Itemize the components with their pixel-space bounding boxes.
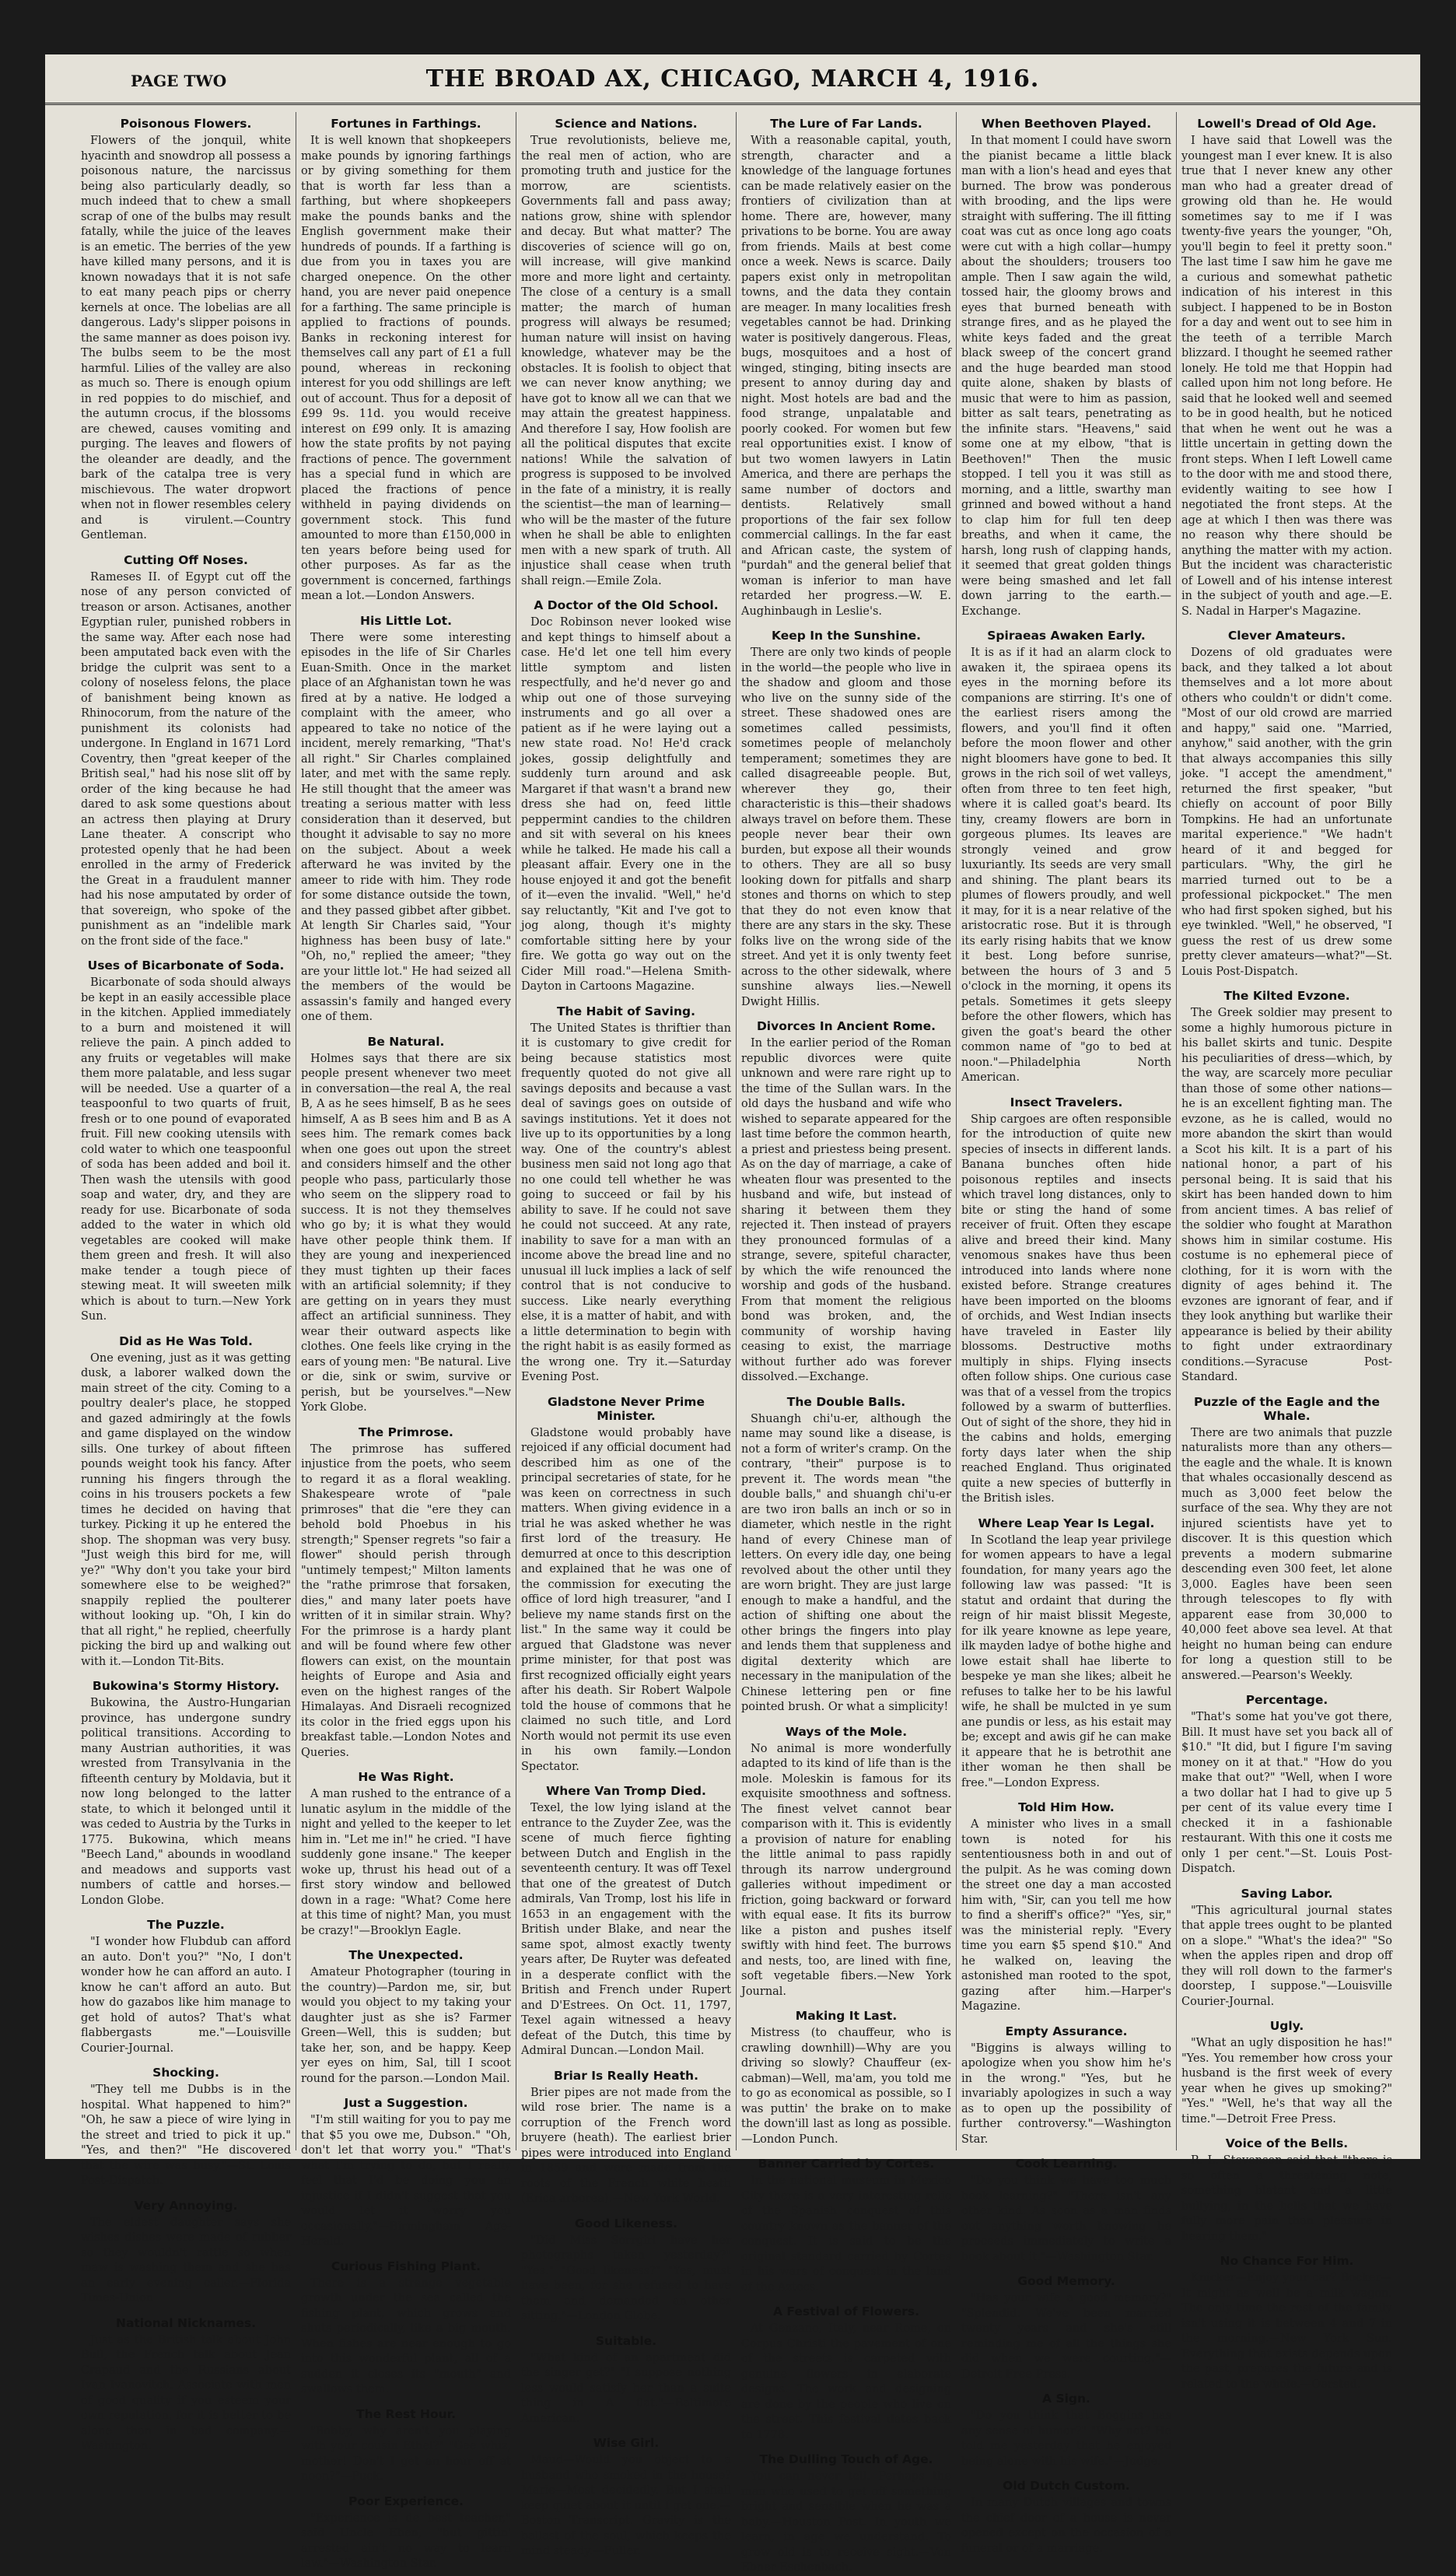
article-body: Shuangh chi'u-er, although the name may sound like a disease, is not a form of writer's cramp. On the contrary, "their" purpose is to prevent it. The words mean "the double balls," and shuangh chi'u-er are two iron balls an inch or so in diameter, which nestle in the right hand of every Chinese man of letters. On every idle day, one being revolved about the other until they are worn bright. They are just large enough to make a handful, and the action of shifting one about the other brings the fingers into play and lends them that suppleness and digital dexterity which are necessary in the manipulation of the Chinese lettering pen or fine pointed brush. Or what a simplicity! [741,1412,951,1713]
column-6 [1177,112,1397,2391]
article [1181,117,1392,619]
column-3 [516,112,737,2557]
article-body: A minister who lives in a small town is noted for his sententiousness both in and out of the pulpit. As he was coming down the street one day a man accosted him with, "Sir, can you tell me how to find a sheriff's office?" "Yes, sir," was the ministerial reply. "Every time you earn $5 spend $10." And he walked on, leaving the astonished man rooted to the spot, gazing after him.—Harper's Magazine. [961,1818,1171,2013]
article-body: At Genzano, Italy, near Rome, on Corpus Christi the pavement of one of the streets is carpeted with genuine flowers in elaborate designs. The work and designing are done by the people who live on the street. This festival dates back to 1778. [741,2322,951,2441]
article [301,2494,511,2572]
article [961,629,1171,1086]
article-headline: Curious Fishing Plant. [331,2259,481,2273]
article-body: Gladstone would probably have rejoiced if any official document had described him as one of the principal secretaries of state, for he was keen on correctness in such matters. When giving evidence in a trial he was asked whether he was first lord of the treasury. He demurred at once to this description and explained that he was one of the commission for executing the office of lord high treasurer, "and I believe my name stands first on the list." In the same way it could be argued that Gladstone was never prime minister, for that post was first recognized officially eight years after his death. Sir Robert Walpole told the house of commons that he claimed no such title, and Lord North would not permit its use even in his own family.—London Spectator. [521,1426,731,1773]
article [961,2392,1171,2469]
article-body: Bukowina, the Austro-Hungarian province, has undergone sundry political transitions. According to many Austrian authorities, it was wrested from Transylvania in the fifteenth century by Moldavia, but it now long belonged to the latter state, to which it belonged until it was ceded to Austria by the Turks in 1775. Bukowina, which means "Beech Land," abounds in woodland and meadows and supports vast numbers of cattle and horses.—London Globe. [81,1697,291,1907]
article-body: It is well known that shopkeepers make pounds by ignoring farthings or by giving something for them that is worth far less than a farthing, but where shopkeepers make the pounds banks and the English government make their hundreds of pounds. If a farthing is due from you in taxes you are charged onepence. On the other hand, you are never paid onepence for a farthing. The same principle is applied to fractions of pounds. Banks in reckoning interest for themselves call any part of £1 a full pound, whereas in reckoning interest for you odd shillings are left out of account. Thus for a deposit of £99 9s. 11d. you would receive interest on £99 only. It is amazing how the state profits by not paying fractions of pence. The government has a special fund in which are placed the fractions of pence withheld in paying dividends on government stock. This fund amounted to more than £150,000 in ten years before being used for other purposes. As far as the government is concerned, farthings mean a lot.—London Answers. [301,135,511,602]
article [1181,1395,1392,1684]
article-headline: Where Leap Year Is Legal. [978,1516,1155,1530]
article-body: With a reasonable capital, youth, strength, character and a knowledge of the language fortunes can be made relatively easier on the frontiers of civilization than at home. There are, however, many privations to be borne. You are away from friends. Mails at best come once a week. News is scarce. Daily papers exist only in metropolitan towns, and the data they contain are meager. In many localities fresh vegetables cannot be had. Drinking water is positively dangerous. Fleas, bugs, mosquitoes and a host of winged, stinging, biting insects are present to annoy during day and night. Most hotels are bad and the food strange, unpalatable and poorly cooked. For women but few real opportunities exist. I know of but two women lawyers in Latin America, and there are perhaps the same number of doctors and dentists. Relatively small proportions of the fair sex follow commercial callings. In the far east and African caste, the system of "purdah" and the general belief that woman is inferior to man have retarded her progress.—W. E. Aughinbaugh in Leslie's. [741,135,951,618]
article-headline: Poor Experience. [348,2494,464,2508]
article-headline: The Dulling Touch of Age. [759,2452,933,2466]
article-headline: Banner Carried by Cortes. [758,2157,935,2171]
article [81,1918,291,2056]
article-headline: Lowell's Dread of Old Age. [1197,117,1377,131]
article [1181,2019,1392,2127]
article-body: "This agricultural journal states that apple trees ought to be planted on a slope." "What's the idea?" "So when the apples ripen and drop off they will roll down to the farmer's doorstep, I suppose."—Louisville Courier-Journal. [1181,1904,1392,2008]
article-body: "Has your wife a good memory?" "Splendid. We've been married twenty years and she's still reminding me of all the things she did when we were courting."—Detroit Free Press. [961,2292,1171,2381]
article [961,2157,1171,2265]
article-body: The eldest daughter says she wishes dishes were made of rubber so they wouldn't rattle so when maw is washing them and she has an early evening caller.—Florida Times-Union [81,2216,291,2304]
article-body: You can never tell. Perhaps the man who used to get off something bright and sensible when he was a baby.—Houston Post. In youth we learn, in age we understand. To grow old is to receive sight.—Von Ebner Eschenbach. [741,2470,951,2574]
article-headline: The Rest Hour. [356,2406,456,2421]
article-body: Brier pipes are not made from the wild rose brier. The name is a corruption of the French word bruyere (heath). The earliest brier pipes were introduced into England in 1859 and were made from the roots of the French white heath (Erica arborea).—New York World. [521,2086,731,2205]
article-body: In the earlier period of the Roman republic divorces were quite unknown and were rare right up to the time of the Sullan wars. In the old days the husband and wife who wished to separate appeared for the last time before the common hearth, a priest and priestess being present. As on the day of marriage, a cake of wheaten flour was presented to the husband and wife, but instead of sharing it between them they rejected it. Then instead of prayers they pronounced formulas of a strange, severe, spiteful character, by which the wife renounced the worship and gods of the husband. From that moment the religious bond was broken, and, the community of worship having ceasing to exist, the marriage without further ado was forever dissolved.—Exchange. [741,1037,951,1383]
article-body: "Biggins is always willing to apologize when you show him he's in the wrong." "Yes, but he invariably apologizes in such a way as to open up the possibility of further controversy."—Washington Star. [961,2042,1171,2146]
article-body: In many Dutch villages and towns the chief door of a house is never opened except on the occasion of a funeral or of a marriage. [961,2497,1171,2555]
article-body: "Bobby, why aren't you playing with your cousin Ethel?" "Gee whiz, mother! Don't I get an hour off at noon?"—Puck. [301,2424,511,2483]
article-body: "That's some hat you've got there, Bill. It must have set you back all of $10." "It did, but I figure I'm saving money on it at that." "How do you make that out?" "Well, when I wore a two dollar hat I had to give up 5 per cent of its value every time I checked it in a fashionable restaurant. With this one it costs me only 1 per cent."—St. Louis Post-Dispatch. [1181,1711,1392,1875]
article [521,2334,731,2427]
article-headline: Percentage. [1245,1693,1328,1707]
article-body: There are two animals that puzzle naturalists more than any others—the eagle and the whale. It is known that whales occasionally descend as much as 3,000 feet below the surface of the sea. Why they are not injured scientists have yet to discover. It is this question which prevents a modern submarine descending even 300 feet, let alone 3,000. Eagles have been seen through telescopes to fly with apparent ease from 30,000 to 40,000 feet above sea level. At that height no human being can endure for long a question still to be answered.—Pearson's Weekly. [1181,1426,1392,1682]
article-body: In the national museum in Mexico City there is a very interesting relic of the Spanish conquest of this country known as the banner of the conquest. It is said to be the original standard carried by Cortes in his wars of conquest in the land of the Aztecs. [741,2175,951,2294]
article [521,2069,731,2207]
column-4 [737,112,957,2574]
article-body: No animal is more wonderfully adapted to its kind of life than is the mole. Moleskin is famous for its exquisite smoothness and softness. The finest velvet cannot bear comparison with it. This is evidently a provision of nature for enabling the little animal to pass rapidly through its narrow underground galleries without impediment or friction, going backward or forward with equal ease. It fits its burrow like a piston and pushes itself swiftly with hind feet. The burrows and nests, too, are lined with fine, soft vegetable fibers.—New York Journal. [741,1742,951,1998]
article-body: In Scotland the leap year privilege for women appears to have a legal foundation, for many years ago the following law was passed: "It is statut and ordaint that during the reign of hir maist blissit Megeste, for ilk yeare knowne as lepe yeare, ilk mayden ladye of bothe highe and lowe estait shall hae liberte to bespeke ye man she likes; albeit he refuses to talke her to be his lawful wife, he shall be mulcted in ye sum ane pundis or less, as his estait may be; except and awis gif he can make it appeare that he is betrothit ane ither woman he then shall be free."—London Express. [961,1533,1171,1789]
article [961,1095,1171,1507]
masthead [45,54,1420,105]
article-headline: Making It Last. [795,2009,898,2023]
article [81,2316,291,2455]
article-body: Maud—Would you object to a husband who smoked in the house? Marie—Most decidedly. But I shall keep quiet about it until I get one.—Boston Transcript. Gravity is the ballast of the soul, which keeps the mind steady.—Fuller. [521,2454,731,2557]
article-headline: Told Him How. [1018,1800,1115,1814]
article-headline: The Habit of Saving. [556,1004,695,1018]
article-headline: Divorces In Ancient Rome. [756,1019,936,1033]
article-body: Bicarbonate of soda should always be kept in an easily accessible place in the kitchen. Applied immediately to a burn and moistened it will relieve the pain. A pinch added to any fruits or vegetables will make them more palatable, and less sugar will be needed. Use a quarter of a teaspoonful to two quarts of fruit, fresh or to one pound of evaporated fruit. Fill new cooking utensils with cold water to which one teaspoonful of soda has been added and boil it. Then wash the utensils with good soap and water, dry, and they are ready for use. Bicarbonate of soda added to the water in which old vegetables are cooked will make them green and fresh. It will also make tender a tough piece of stewing meat. It will sweeten milk which is about to turn.—New York Sun. [81,976,291,1323]
article-body: Texel, the low lying island at the entrance to the Zuyder Zee, was the scene of much fierce fighting between Dutch and English in the seventeenth century. It was off Texel that one of the greatest of Dutch admirals, Van Tromp, lost his life in 1653 in an engagement with the British under Blake, and near the same spot, almost exactly twenty years after, De Ruyter was defeated in a desperate conflict with the British and French under Rupert and D'Estrees. On Oct. 11, 1797, Texel again witnessed a heavy defeat of the Dutch, this time by Admiral Duncan.—London Mail. [521,1802,731,2057]
article-columns [76,112,1398,2574]
page-label: PAGE TWO [131,72,227,90]
article-headline: Cook Learning. [1015,2157,1118,2171]
article [1181,629,1392,980]
article-headline: Science and Nations. [555,117,698,131]
article-headline: Clever Amateurs. [1227,629,1346,643]
article-headline: Did as He Was Told. [119,1334,253,1348]
article-headline: Good Likeness. [575,2216,677,2231]
article [521,2217,731,2325]
article-headline: A Festival of Flowers. [772,2304,919,2318]
article-body: Knicker—Enjoy your car? Bocker—It might as well be a milk wagon. The only time the rest of the family isn't using it is between 4 and 7 in the morning.—New York Sun. Everything that exists depends upon the past, prepares the future and is related to the whole.—Oersted. [1181,2272,1392,2391]
article-body: True revolutionists, believe me, the real men of action, who are promoting truth and justice for the morrow, are scientists. Governments fall and pass away; nations grow, shine with splendor and decay. But what matter? The discoveries of science will go on, will increase, will give mankind more and more light and certainty. The close of a century is a small matter; the march of human progress will always be resumed; human nature will insist on having knowledge, whatever may be the obstacles. It is foolish to object that we can never know anything; we have got to know all we can that we may attain the greatest happiness. And therefore I say, How foolish are all the political disputes that excite nations! While the salvation of progress is supposed to be involved in the fate of a ministry, it is really the scientist—the man of learning—who will be the master of the future when he shall be able to enlighten men with a new spark of truth. All injustice shall cease when truth shall reign.—Emile Zola. [521,135,731,587]
article [741,2157,951,2295]
article [1181,2254,1392,2392]
article-body: "Experience is de best teacher," said Uncle Eben, "but gittin' arrested ain't no way to learn law."—Washington Star. [301,2511,511,2570]
article [521,1395,731,1775]
article [1181,1693,1392,1877]
article [1181,989,1392,1386]
article-body: R. L. Stevenson said that "there is so often a threatening note, something blatant and a little bullying, in the bells that we have fully more pain than pleasure in hearing them." [1181,2154,1392,2243]
article [301,1425,511,1761]
article-body: A man rushed to the entrance of a lunatic asylum in the middle of the night and yelled to the keeper to let him in. "Let me in!" he cried. "I have suddenly gone insane." The keeper woke up, thrust his head out of a first story window and bellowed down in a rage: "What? Come here at this time of night? Man, you must be crazy!"—Brooklyn Eagle. [301,1788,511,1937]
article [961,2479,1171,2557]
article-body: "They tell me Dubbs is in the hospital. What happened to him?" "Oh, he saw a piece of wire lying in the street and tried to pick it up." "Yes, and then?" "He discovered that the wire was busy."—St. Louis Post-Dispatch. [81,2084,291,2187]
article-body: Rameses II. of Egypt cut off the nose of any person convicted of treason or arson. Actisanes, another Egyptian ruler, punished robbers in the same way. After each nose had been amputated back even with the bridge the culprit was sent to a colony of noseless felons, the place of banishment being known as Rhinocorum, from the nature of the punishment its colonists had undergone. In England in 1671 Lord Coventry, then "great keeper of the British seal," had his nose slit off by order of the king because he had dared to ask some questions about an actress then playing at Drury Lane theater. A conscript who protested openly that he had been enrolled in the army of Frederick the Great in a fraudulent manner had his nose amputated by order of that sovereign, who spoke of the punishment as an "indelible mark on the front side of the face." [81,570,291,948]
article-headline: Bukowina's Stormy History. [92,1679,280,1693]
column-2 [296,112,516,2570]
article [301,1035,511,1416]
article-headline: No Chance For Him. [1220,2254,1354,2268]
article [1181,1887,1392,2010]
article-headline: Puzzle of the Eagle and the Whale. [1193,1394,1381,1423]
article [81,959,291,1325]
article-headline: Suitable. [595,2333,657,2348]
article-body: "What an ugly disposition he has!" "Yes. You remember how cross your husband is the first week of every year when he gives up smoking?" "Yes." "Well, he's that way all the time."—Detroit Free Press. [1181,2037,1392,2126]
article-headline: Voice of the Bells. [1225,2136,1349,2150]
article [301,117,511,605]
article [961,117,1171,619]
article-headline: Ugly. [1269,2019,1304,2033]
article [741,1395,951,1716]
article-headline: He Was Right. [358,1770,454,1784]
article [81,117,291,544]
article-headline: Wise Girl. [593,2436,660,2450]
article-headline: The Puzzle. [147,1918,225,1932]
article [81,1334,291,1670]
article-body: Mistress (to chauffeur, who is crawling downhill)—Why are you driving so slowly? Chauffeur (ex-cabman)—Well, ma'am, you told me to go as economical as possible, so I was puttin' the brake on to make the down'ill last as long as possible.—London Punch. [741,2027,951,2146]
article-body: "Do you think that Boggins has any sense of humor?" "Why not? He told me yesterday that he enjoyed being alone with his wife."—Judge. [961,2410,1171,2468]
newspaper-title: THE BROAD AX, CHICAGO, MARCH 4, 1916. [425,65,1040,93]
article-headline: Be Natural. [367,1034,445,1049]
article-body: The primrose has suffered injustice from the poets, who seem to regard it as a floral weakling. Shakespeare wrote of "pale primroses" that die "ere they can behold bold Phoebus in his strength;" Spenser regrets "so fair a flower" should perish through "untimely tempest;" Milton laments the "rathe primrose that forsaken, dies," and many later poets have written of it in similar strain. Why? For the primrose is a hardy plant and will be found where few other flowers can exist, on the mountain heights of Europe and Asia and even on the highest ranges of the Himalayas. And Disraeli recognized its color in the fried eggs upon his breakfast table.—London Notes and Queries. [301,1442,511,1759]
article-body: "I'm still waiting for you to pay me that $5 you owe me, Dubson." "Oh, don't let that worry you." "That's what I'm trying to do, but I really feel that I'd be doing you an injustice if I didn't suggest that you would let it worry you occasionally."—Birmingham Age-Herald. [301,2114,511,2248]
article [961,1800,1171,2015]
article-headline: Uses of Bicarbonate of Soda. [87,959,285,973]
article-headline: Good Memory. [1017,2274,1115,2288]
article-headline: Just a Suggestion. [344,2096,468,2110]
article-headline: The Primrose. [359,1425,453,1439]
article [741,2009,951,2147]
article-body: "What kind of an apartment did the singer get?" "I suppose nothing less would satisfy her than a suite thing in A flat."—Baltimore American. [521,2351,731,2425]
article [301,1948,511,2087]
article-body: There is a strange vegetable growth under the sea called the fishing plant, which grows and shuts periodically, like a big mouth. When fishes are near enough to go into this wonderful plant, all of a sudden it closes its "mouth" and swallows them. [301,2276,511,2396]
article [521,117,731,589]
article-body: The Greek soldier may present to some a highly humorous picture in his ballet skirts and tunic. Despite his peculiarities of dress—which, by the way, are scarcely more peculiar than those of some other nations—he is an excellent fighting man. The evzone, as he is called, would no more abandon the skirt than would a Scot his kilt. It is a part of his national honor, a part of his personal being. It is said that his skirt has been handed down to him from ancient times. A bas relief of the soldier who fought at Marathon shows him in similar costume. His costume is no ephemeral piece of clothing, for it is worn with the dignity of ages behind it. The evzones are ignorant of fear, and if they look anything but warlike their appearance is belied by their ability to fight under extraordinary conditions.—Syracuse Post-Standard. [1181,1007,1392,1383]
article-headline: Very Annoying. [134,2198,238,2213]
article [741,629,951,1010]
article-body: Amateur Photographer (touring in the country)—Pardon me, sir, but would you object to my taking your daughter just as she is? Farmer Green—Well, this is sudden; but take her, son, and be happy. Keep yer eyes on him, Sal, till I scoot round for the parson.—London Mail. [301,1966,511,2085]
article-headline: The Kilted Evzone. [1223,989,1350,1003]
article [81,553,291,950]
article-body: It is as if it had an alarm clock to awaken it, the spiraea opens its eyes in the morning before its companions are stirring. It's one of the earliest risers among the flowers, and you'll find it often before the moon flower and other night bloomers have gone to bed. It grows in the rich soil of wet valleys, often from three to ten feet high, where it is called goat's beard. Its tiny, creamy flowers are born in gorgeous plumes. Its leaves are strongly veined and grow luxuriantly. Its seeds are very small and shining. The plant bears its plumes of flowers proudly, and well it may, for it is a near relative of the aristocratic rose. But it is through its early rising habits that we know it best. Long before sunrise, between the hours of 3 and 5 o'clock in the morning, it opens its petals. Sometimes it gets sleepy before the other flowers, which has given the goat's beard the other common name of "go to bed at noon."—Philadelphia North American. [961,647,1171,1084]
article-headline: Empty Assurance. [1005,2024,1128,2038]
article [301,2096,511,2250]
article-body: There were some interesting episodes in the life of Sir Charles Euan-Smith. Once in the market place of an Afghanistan town he was fired at by a native. He lodged a complaint with the ameer, who appeared to take no notice of the incident, merely remarking, "That's all right." Sir Charles complained later, and met with the same reply. He still thought that the ameer was treating a serious matter with less consideration than it deserved, but thought it advisable to say no more on the subject. About a week afterward he was invited by the ameer to ride with him. They rode for some distance outside the town, and they passed gibbet after gibbet. At length Sir Charles said, "Your highness has been busy of late." "Oh, no," replied the ameer; "they are your little lot." He had seized all the members of the would be assassin's family and hanged every one of them. [301,631,511,1023]
article [521,2436,731,2560]
article [741,2304,951,2443]
article-headline: Saving Labor. [1241,1886,1333,1901]
article-headline: Cutting Off Noses. [124,552,248,567]
article-body: Just as the British talk about John Bull, the French talk about Jean Crapaud and the Russians about Ivan Ivanovitch. Associate with men of good quality if you esteem your own reputation, for it is better to be alone than in bad company.—Washington. [81,2333,291,2452]
article [521,598,731,995]
article-body: Doc Robinson never looked wise and kept things to himself about a case. He'd let one tell him every little symptom and listen respectfully, and he'd never go and whip out one of those surveying instruments and go all over a patient as if he were laying out a new state road. No! He'd crack jokes, gossip delightfully and suddenly turn around and ask Margaret if that wasn't a brand new dress she had on, feed little peppermint candies to the children and sit with several on his knees while he talked. He made his call a pleasant affair. Every one in the house enjoyed it and got the benefit of it—even the invalid. "Well," he'd say reluctantly, "Kit and I've got to jog along, though it's mighty comfortable sitting here by your fire. We gotta go way out on the Cider Mill road."—Helena Smith-Dayton in Cartoons Magazine. [521,616,731,993]
article-body: The United States is thriftier than it is customary to give credit for being because statistics most frequently quoted do not give all savings deposits and because a vast deal of savings goes on outside of savings institutions. Yet it does not live up to its opportunities by a long way. One of the country's ablest business men said not long ago that no one could tell whether he was going to succeed or fail by his ability to save. If he could not save he could not succeed. At any rate, inability to save for a man with an income above the bread line and no unusual ill luck implies a lack of self control that is not conducive to success. Like nearly everything else, it is a matter of habit, and with a little determination to begin with the right habit is as easily formed as the wrong one. Try it.—Saturday Evening Post. [521,1022,731,1383]
article-body: There are only two kinds of people in the world—the people who live in the shadow and gloom and those who live on the sunny side of the street. These shadowed ones are sometimes called pessimists, sometimes people of melancholy temperament; sometimes they are called disagreeable people. But, wherever they go, their characteristic is this—their shadows always travel on before them. These people never bear their own burden, but expose all their wounds to others. They are all so busy looking down for pitfalls and sharp stones and thorns on which to step that they do not even know that there are any stars in the sky. These folks live on the wrong side of the street. And yet it is only twenty feet across to the other sidewalk, where sunshine always lies.—Newell Dwight Hillis. [741,647,951,1008]
article-headline: Fortunes in Farthings. [331,117,481,131]
article-headline: Briar Is Really Heath. [554,2068,698,2083]
article-headline: The Lure of Far Lands. [770,117,922,131]
article-body: Flowers of the jonquil, white hyacinth and snowdrop all possess a poisonous nature, the narcissus being also particularly deadly, so much indeed that to chew a small scrap of one of the bulbs may result fatally, while the juice of the leaves is an emetic. The berries of the yew have killed many persons, and it is known nowadays that it is not safe to eat many peach pips or cherry kernels at once. The lobelias are all dangerous. Lady's slipper poisons in the same manner as does poison ivy. The bulbs seem to be the most harmful. Lilies of the valley are also as much so. There is enough opium in red poppies to do mischief, and the autumn crocus, if the blossoms are chewed, causes vomiting and purging. The leaves and flowers of the oleander are deadly, and the bark of the catalpa tree is very mischievous. The water dropwort when not in flower resembles celery and is virulent.—Country Gentleman. [81,135,291,541]
article [961,2024,1171,2148]
article-headline: When Beethoven Played. [981,117,1152,131]
article [301,614,511,1025]
article-headline: The Double Balls. [786,1394,906,1409]
article-headline: His Little Lot. [360,613,452,628]
article-body: I have said that Lowell was the youngest man I ever knew. It is also true that I never knew any other man who had a greater dread of growing old than he. He would sometimes say to me if I was twenty-five years the younger, "Oh, you'll begin to feel it pretty soon." The last time I saw him he gave me a curious and somewhat pathetic indication of his interest in this subject. I happened to be in Boston for a day and went out to see him in the teeth of a terrible March blizzard. I thought he seemed rather lonely. He told me that Hoppin had called upon him not long before. He said that he looked well and seemed to be in good health, but he noticed that when he went out he was a little uncertain in getting down the front steps. When I left Lowell came to the door with me and stood there, evidently waiting to see how I negotiated the front steps. At the age at which I then was there was no reason why there should be anything the matter with my action. But the incident was characteristic of Lowell and of his intense interest in the subject of youth and age.—E. S. Nadal in Harper's Magazine. [1181,135,1392,618]
article-headline: The Unexpected. [348,1948,464,1962]
article-headline: A Sign. [1042,2392,1090,2406]
article [741,1725,951,2000]
article [521,1784,731,2059]
article-body: "Did Miss Sorrgirl have her photographs taken yesterday?" "Yes." "Good likeness?" "Yes, must have been, for she refused to have them and demanded an other sitting."—London Globe. [521,2234,731,2322]
article [81,2066,291,2189]
newspaper-page [45,54,1420,2574]
article [301,1770,511,1939]
article [741,117,951,619]
article-body: "I wonder how Flubdub can afford an auto. Don't you?" "No, I don't wonder how he can afford an auto. I know he can't afford an auto. But how do gazabos like him manage to get hold of autos? That's what flabbergasts me."—Louisville Courier-Journal. [81,1936,291,2055]
article-headline: Gladstone Never Prime Minister. [548,1394,705,1423]
article-headline: Old Dutch Custom. [1003,2479,1130,2493]
article [81,1679,291,1908]
article [961,1516,1171,1792]
article-headline: Keep In the Sunshine. [771,629,922,643]
article [521,1004,731,1386]
article-headline: Poisonous Flowers. [120,117,252,131]
article-headline: Where Van Tromp Died. [546,1784,706,1798]
article-body: In that moment I could have sworn the pianist became a little black man with a lion's head and eyes that burned. The brow was ponderous with brooding, and the lips were straight with suffering. The ill fitting coat was cut as once long ago coats were cut with a high collar—humpy about the shoulders; trousers too ample. Then I saw again the wild, tossed hair, the gloomy brows and eyes that burned beneath with strange fires, and as he played the white keys faded and the great black sweep of the concert grand and the huge bearded man stood quite alone, shaken by blasts of music that were to him as passion, bitter as salt tears, penetrating as the infinite stars. "Heavens," said some one at my elbow, "that is Beethoven!" Then the music stopped. I tell you it was still as morning, and a little, swarthy man grinned and bowed without a hand to clap him for full ten deep breaths, and when it came, the harsh, long rush of clapping hands, it seemed that great golden things were being smashed and let fall down jarring to the earth.—Exchange. [961,135,1171,618]
article [301,2259,511,2398]
article-headline: Shocking. [152,2066,219,2080]
article [961,2274,1171,2382]
article [81,2199,291,2307]
article-headline: Ways of the Mole. [785,1724,908,1739]
article [741,1019,951,1386]
article [741,2452,951,2576]
article-body: Ship cargoes are often responsible for the introduction of quite new species of insects in different lands. Banana bunches often hide poisonous reptiles and insects which travel long distances, only to bite or sting the hand of some receiver of fruit. Often they escape alive and breed their kind. Many venomous snakes have thus been introduced into lands where none existed before. Strange creatures have been imported on the blooms of orchids, and West Indian insects have traveled in Easter lily blossoms. Destructive moths multiply in ships. Flying insects often follow ships. One curious case was that of a vessel from the tropics followed by a swarm of butterflies. Out of sight of the shore, they hid in the cabins and holds, emerging forty days later when the ship reached England. Thus originated quite a new species of butterfly in the British isles. [961,1113,1171,1505]
column-5 [957,112,1177,2555]
article [1181,2136,1392,2245]
article-body: Dozens of old graduates were back, and they talked a lot about themselves and a lot more about others who couldn't or didn't come. "Most of our old crowd are married and happy," said one. "Married, anyhow," said another, with the grin that always accompanies this silly joke. "I accept the amendment," returned the first speaker, "but chiefly on account of poor Billy Tompkins. He had an unfortunate marital experience." "We hadn't heard of it and begged for particulars. "Why, the girl he married turned out to be a professional pickpocket." The men who had first spoken sighed, but his eye twinkled. "Well," he observed, "I guess the rest of us drew some pretty clever amateurs—what?"—St. Louis Post-Dispatch. [1181,647,1392,978]
article-headline: National Nicknames. [115,2315,257,2330]
article-headline: A Doctor of the Old School. [534,598,719,612]
article [301,2407,511,2485]
article-headline: Insect Travelers. [1010,1095,1123,1109]
article-body: One evening, just as it was getting dusk, a laborer walked down the main street of the city. Coming to a poultry dealer's place, he stopped and gazed admiringly at the fowls and game displayed on the window sills. One turkey of about fifteen pounds weight took his fancy. After running his fingers through the coins in his trousers pockets a few times he decided on having that turkey. Picking it up he entered the shop. The shopman was very busy. "Just weigh this bird for me, will ye?" "Why don't you take your bird somewhere else to be weighed?" snappily replied the poulterer without looking up. "Oh, I kin do that all right," he replied, cheerfully picking the bird up and walking out with it.—London Tit-Bits. [81,1351,291,1668]
article-headline: Spiraeas Awaken Early. [987,629,1146,643]
article-body: "Do you think we have too much book learning?" "There isn't any other kind. As soon as a man finds out anything worth knowing he proceeds immediately to write a book about it."—Washington Star. [961,2175,1171,2263]
article-body: Holmes says that there are six people present whenever two meet in conversation—the real A, the real B, A as he sees himself, B as he sees himself, A as B sees him and B as A sees him. The remark comes back when one goes out upon the street and considers himself and the other people who pass, particularly those who seem on the slippery road to success. It is not they themselves who go by; it is what they would have other people think them. If they are young and inexperienced they must tighten up their faces with an artificial solemnity; if they are getting on in years they must affect an artificial sunniness. They wear their outward aspects like clothes. One feels like crying in the ears of young men: "Be natural. Live or die, sink or swim, survive or perish, but be yourselves."—New York Globe. [301,1052,511,1414]
column-1 [76,112,296,2452]
